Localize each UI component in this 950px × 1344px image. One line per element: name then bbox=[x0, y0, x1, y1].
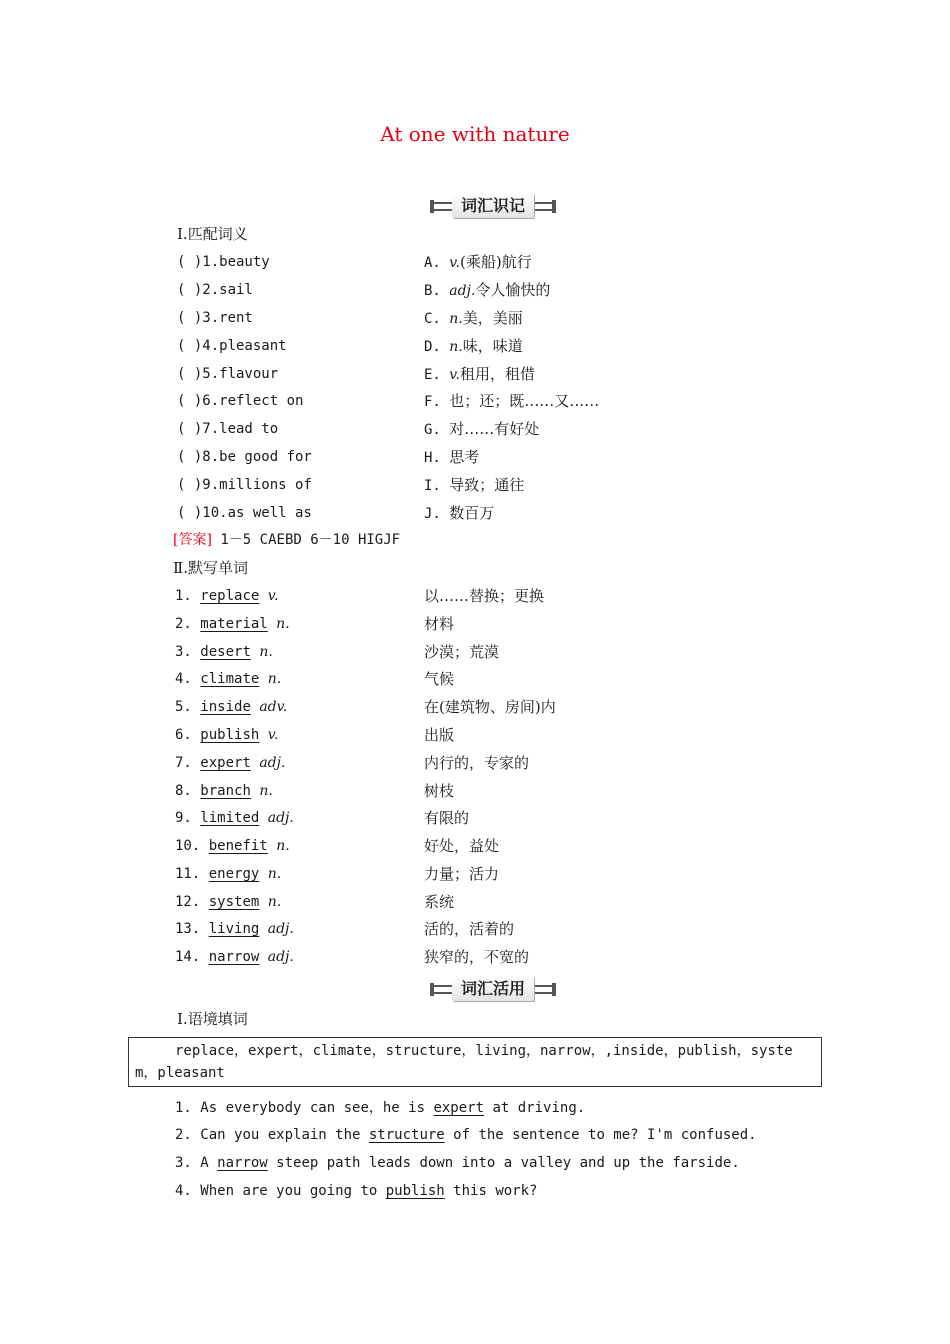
item-number: 8. bbox=[175, 783, 192, 799]
item-number: 4. bbox=[175, 671, 192, 687]
dictation-item bbox=[175, 808, 470, 828]
match-word: ( )2.sail bbox=[177, 282, 253, 298]
sentence bbox=[175, 1181, 537, 1201]
item-number: 11. bbox=[175, 866, 201, 882]
part-of-speech: n. bbox=[259, 783, 273, 799]
sentence-text: of the sentence to me? I'm confused. bbox=[444, 1127, 757, 1143]
match-item bbox=[177, 308, 523, 328]
dictation-item bbox=[175, 919, 515, 939]
match-word: ( )4.pleasant bbox=[177, 338, 287, 354]
match-meaning: 令人愉快的 bbox=[475, 281, 551, 299]
sentence-number: 4. bbox=[175, 1183, 192, 1199]
page-title: At one with nature bbox=[380, 122, 570, 146]
answer-word: limited bbox=[200, 810, 260, 826]
item-number: 14. bbox=[175, 949, 201, 965]
dictation-item bbox=[175, 753, 530, 773]
answer-word: desert bbox=[200, 644, 251, 660]
match-heading: Ⅰ.匹配词义 bbox=[177, 225, 248, 243]
fill-heading: Ⅰ.语境填词 bbox=[177, 1010, 248, 1028]
match-letter: E. bbox=[424, 367, 441, 383]
dictation-item bbox=[175, 669, 455, 689]
answer-word: energy bbox=[208, 866, 260, 882]
answer-word: expert bbox=[433, 1100, 485, 1116]
match-pos: adj. bbox=[449, 283, 476, 299]
match-meaning: 思考 bbox=[449, 448, 480, 466]
item-number: 1. bbox=[175, 588, 192, 604]
section-banner-vocab-use bbox=[430, 976, 556, 1002]
match-pos: n. bbox=[449, 311, 463, 327]
part-of-speech: n. bbox=[276, 838, 290, 854]
item-number: 6. bbox=[175, 727, 192, 743]
answer-text: 1－5 CAEBD 6－10 HIGJF bbox=[211, 532, 401, 548]
part-of-speech: n. bbox=[276, 616, 290, 632]
part-of-speech: adv. bbox=[259, 699, 288, 715]
dictation-heading: Ⅱ.默写单词 bbox=[173, 559, 248, 577]
dictation-item bbox=[175, 781, 455, 801]
match-item bbox=[177, 252, 532, 272]
banner-cap-left bbox=[430, 200, 434, 213]
match-word: ( )5.flavour bbox=[177, 366, 279, 382]
part-of-speech: n. bbox=[267, 671, 282, 687]
sentence-text: When are you going to bbox=[200, 1183, 386, 1199]
answer-word: system bbox=[208, 894, 260, 910]
part-of-speech: n. bbox=[267, 866, 282, 882]
meaning: 活的，活着的 bbox=[424, 920, 515, 938]
match-word: ( )10.as well as bbox=[177, 505, 312, 521]
item-number: 10. bbox=[175, 838, 201, 854]
match-meaning: 对……有好处 bbox=[449, 420, 540, 438]
sentence bbox=[175, 1098, 585, 1118]
meaning: 树枝 bbox=[424, 782, 455, 800]
section-banner-vocab-recall bbox=[430, 193, 556, 219]
match-item bbox=[177, 447, 480, 467]
match-pos: v. bbox=[449, 367, 460, 383]
dictation-item bbox=[175, 586, 545, 606]
dictation-item bbox=[175, 892, 455, 912]
meaning: 系统 bbox=[424, 893, 455, 911]
sentence-text: steep path leads down into a valley and up the farside. bbox=[267, 1155, 740, 1171]
answer-word: structure bbox=[368, 1127, 445, 1143]
match-letter: J. bbox=[424, 506, 441, 522]
dictation-item bbox=[175, 697, 556, 717]
meaning: 好处，益处 bbox=[424, 837, 500, 855]
match-pos: n. bbox=[449, 339, 463, 355]
part-of-speech: adj. bbox=[267, 921, 294, 937]
meaning: 狭窄的，不宽的 bbox=[424, 948, 530, 966]
item-number: 9. bbox=[175, 810, 192, 826]
match-word: ( )3.rent bbox=[177, 310, 253, 326]
answer-word: publish bbox=[385, 1183, 445, 1199]
answer-word: expert bbox=[200, 755, 251, 771]
sentence-number: 2. bbox=[175, 1127, 192, 1143]
match-letter: A. bbox=[424, 255, 441, 271]
meaning: 气候 bbox=[424, 670, 455, 688]
answer-word: narrow bbox=[217, 1155, 268, 1171]
match-item bbox=[177, 336, 523, 356]
match-letter: F. bbox=[424, 394, 441, 410]
match-meaning: 数百万 bbox=[449, 504, 495, 522]
sentence-text: A bbox=[200, 1155, 218, 1171]
answer-word: publish bbox=[200, 727, 260, 743]
word-bank-box: replace，expert，climate，structure，living，narrow，,inside，publish，system，pleasant bbox=[128, 1037, 822, 1087]
sentence bbox=[175, 1153, 740, 1173]
answer-word: branch bbox=[200, 783, 251, 799]
item-number: 7. bbox=[175, 755, 192, 771]
match-meaning: (乘船)航行 bbox=[460, 253, 532, 271]
item-number: 13. bbox=[175, 921, 201, 937]
sentence bbox=[175, 1125, 757, 1145]
match-word: ( )9.millions of bbox=[177, 477, 312, 493]
match-letter: D. bbox=[424, 339, 441, 355]
part-of-speech: adj. bbox=[259, 755, 286, 771]
banner-label: 词汇活用 bbox=[452, 976, 534, 1001]
match-meaning: 味，味道 bbox=[462, 337, 523, 355]
match-letter: C. bbox=[424, 311, 441, 327]
dictation-item bbox=[175, 864, 500, 884]
part-of-speech: v. bbox=[267, 588, 279, 604]
match-meaning: 美，美丽 bbox=[462, 309, 523, 327]
match-item bbox=[177, 364, 536, 384]
match-meaning: 租用，租借 bbox=[460, 365, 536, 383]
match-word: ( )7.lead to bbox=[177, 421, 279, 437]
match-letter: G. bbox=[424, 422, 441, 438]
answer-tag: [答案] bbox=[173, 532, 212, 548]
match-word: ( )1.beauty bbox=[177, 254, 270, 270]
banner-cap-right bbox=[552, 200, 556, 213]
dictation-item bbox=[175, 614, 455, 634]
answer-word: inside bbox=[200, 699, 251, 715]
dictation-item bbox=[175, 642, 500, 662]
part-of-speech: adj. bbox=[267, 949, 294, 965]
match-item bbox=[177, 475, 525, 495]
match-meaning: 也；还；既……又…… bbox=[449, 392, 600, 410]
match-letter: B. bbox=[424, 283, 441, 299]
item-number: 12. bbox=[175, 894, 201, 910]
answer-line bbox=[173, 530, 400, 550]
match-item bbox=[177, 280, 551, 300]
item-number: 5. bbox=[175, 699, 192, 715]
answer-word: climate bbox=[200, 671, 260, 687]
match-pos: v. bbox=[449, 255, 460, 271]
part-of-speech: adj. bbox=[267, 810, 294, 826]
match-word: ( )8.be good for bbox=[177, 449, 312, 465]
answer-word: material bbox=[200, 616, 268, 632]
dictation-item bbox=[175, 725, 455, 745]
match-letter: I. bbox=[424, 478, 441, 494]
dictation-item bbox=[175, 836, 500, 856]
sentence-text: As everybody can see，he is bbox=[200, 1100, 434, 1116]
meaning: 材料 bbox=[424, 615, 455, 633]
banner-label: 词汇识记 bbox=[452, 193, 534, 218]
meaning: 有限的 bbox=[424, 809, 470, 827]
answer-word: benefit bbox=[208, 838, 268, 854]
sentence-text: at driving. bbox=[484, 1100, 586, 1116]
item-number: 3. bbox=[175, 644, 192, 660]
match-item bbox=[177, 503, 495, 523]
meaning: 在(建筑物、房间)内 bbox=[424, 698, 556, 716]
match-item bbox=[177, 391, 600, 411]
answer-word: narrow bbox=[208, 949, 260, 965]
dictation-item bbox=[175, 947, 530, 967]
match-word: ( )6.reflect on bbox=[177, 393, 304, 409]
sentence-number: 3. bbox=[175, 1155, 192, 1171]
match-meaning: 导致；通往 bbox=[449, 476, 525, 494]
sentence-text: Can you explain the bbox=[200, 1127, 369, 1143]
match-letter: H. bbox=[424, 450, 441, 466]
sentence-number: 1. bbox=[175, 1100, 192, 1116]
part-of-speech: v. bbox=[267, 727, 279, 743]
meaning: 以……替换；更换 bbox=[424, 587, 545, 605]
banner-cap-right bbox=[552, 983, 556, 996]
answer-word: living bbox=[208, 921, 260, 937]
banner-cap-left bbox=[430, 983, 434, 996]
meaning: 内行的，专家的 bbox=[424, 754, 530, 772]
item-number: 2. bbox=[175, 616, 192, 632]
answer-word: replace bbox=[200, 588, 260, 604]
meaning: 力量；活力 bbox=[424, 865, 500, 883]
part-of-speech: n. bbox=[267, 894, 282, 910]
meaning: 沙漠；荒漠 bbox=[424, 643, 500, 661]
match-item bbox=[177, 419, 540, 439]
sentence-text: this work? bbox=[444, 1183, 538, 1199]
part-of-speech: n. bbox=[259, 644, 273, 660]
meaning: 出版 bbox=[424, 726, 455, 744]
